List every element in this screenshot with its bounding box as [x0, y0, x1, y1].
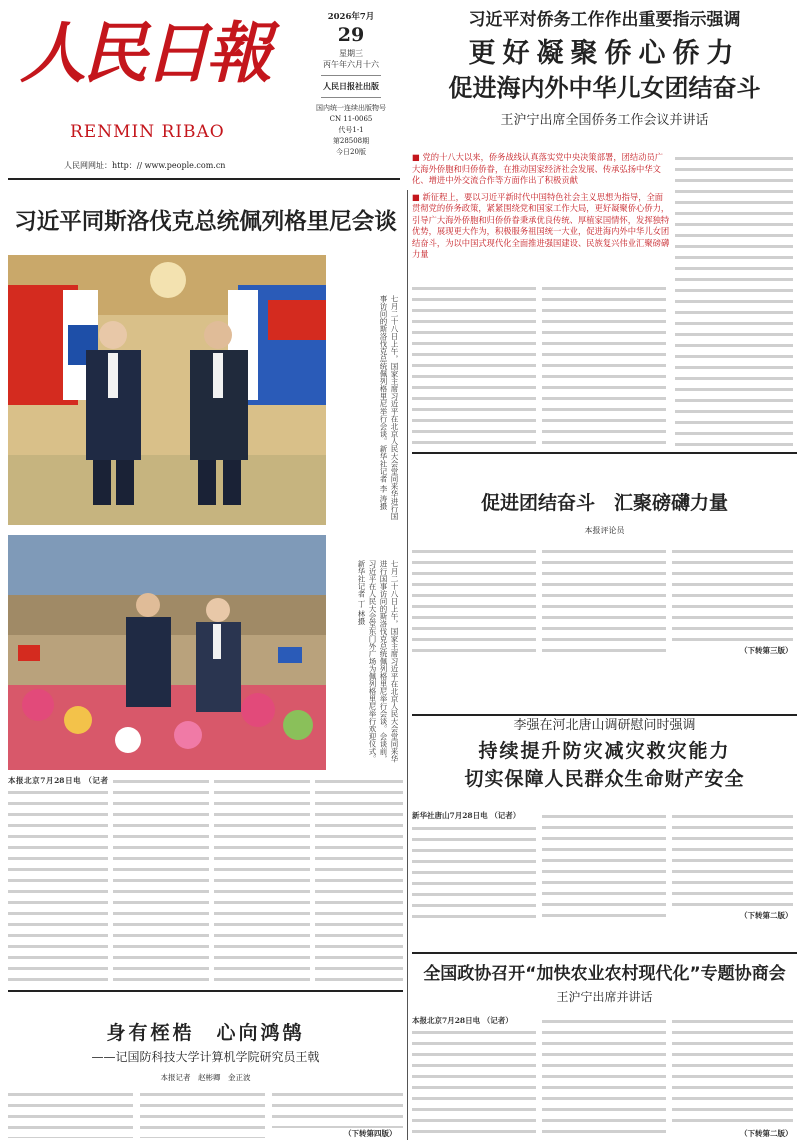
cppcc-continued[interactable]: （下转第二版） — [740, 1129, 793, 1138]
lead-subtitle: 王沪宁出席全国侨务工作会议并讲话 — [500, 113, 709, 128]
date-box — [313, 10, 389, 175]
li-qiang-col-3 — [672, 810, 793, 908]
li-qiang-title-1[interactable]: 持续提升防灾减灾救灾能力 — [478, 740, 731, 762]
issue-date: 2026年7月 — [327, 12, 375, 22]
masthead-logo: 人民日報 — [20, 14, 268, 92]
feature-body-col-1 — [8, 1088, 133, 1138]
cppcc-col-3 — [672, 1015, 793, 1127]
li-qiang-dateline: 新华社唐山7月28日电 （记者） — [412, 811, 521, 820]
issn-line1: 国内统一连续出版物号 — [316, 104, 386, 112]
commentary-col-2 — [542, 545, 666, 655]
li-qiang-col-1 — [412, 822, 536, 920]
page-count: 今日20版 — [336, 148, 366, 156]
commentary-title[interactable]: 促进团结奋斗 汇聚磅礴力量 — [480, 492, 728, 514]
meeting-photo-illustration — [8, 255, 326, 525]
lead-title-2[interactable]: 促进海内外中华儿女团结奋斗 — [448, 74, 761, 102]
li-qiang-title-2[interactable]: 切实保障人民群众生命财产安全 — [464, 768, 745, 790]
bullet-square-icon: ■ — [412, 191, 420, 202]
cppcc-col-1 — [412, 1026, 536, 1138]
commentary-col-1 — [412, 545, 536, 655]
feature-subtitle: ——记国防科技大学计算机学院研究员王戟 — [91, 1050, 320, 1064]
code: 代号1-1 — [338, 126, 364, 134]
masthead-website[interactable]: 人民网网址：http：// www.people.com.cn — [64, 161, 226, 170]
li-qiang-col-2 — [542, 810, 666, 920]
feature-byline: 本报记者 赵彬卿 金正波 — [160, 1073, 251, 1082]
issue-day: 29 — [337, 24, 365, 46]
feature-body-col-3 — [272, 1088, 403, 1128]
feature-title[interactable]: 身有桎梏 心向鸿鹄 — [106, 1022, 305, 1044]
ceremony-photo-caption: 七月二十八日上午，国家主席习近平在北京人民大会堂同来华进行国事访问的斯洛伐克总统佩列格里尼举行会谈。会谈前，习近平在人民大会堂东门外广场为佩列格里尼举行欢迎仪式。新华社记者 丁 林摄 — [357, 560, 399, 763]
feature-body-col-2 — [140, 1088, 265, 1138]
lead-body-right-col — [675, 152, 793, 448]
lead-body-col-1 — [412, 282, 536, 448]
commentary-continued[interactable]: （下转第三版） — [740, 646, 793, 655]
issue-number: 第28508期 — [332, 137, 370, 145]
cppcc-dateline: 本报北京7月28日电 （记者） — [412, 1016, 513, 1025]
xi-slovakia-body-col-3 — [214, 775, 310, 984]
meeting-photo — [8, 255, 326, 525]
issn-line2: CN 11-0065 — [329, 115, 373, 123]
xi-slovakia-dateline: 本报北京7月28日电 （记者 — [8, 776, 108, 785]
ceremony-photo-illustration — [8, 535, 326, 770]
commentary-byline: 本报评论员 — [584, 526, 625, 535]
li-qiang-continued[interactable]: （下转第二版） — [740, 911, 793, 920]
lead-body-col-2 — [542, 282, 666, 448]
lunar-date: 丙午年六月十六 — [323, 60, 379, 69]
cppcc-col-2 — [542, 1015, 666, 1138]
cppcc-subtitle: 王沪宁出席并讲话 — [556, 990, 653, 1004]
lead-title-1[interactable]: 更好凝聚侨心侨力 — [468, 38, 741, 69]
masthead-pinyin: RENMIN RIBAO — [70, 122, 225, 142]
lead-kicker[interactable]: 习近平对侨务工作作出重要指示强调 — [468, 10, 741, 30]
xi-slovakia-body-col-4 — [315, 775, 403, 984]
welcome-ceremony-photo — [8, 535, 326, 770]
weekday: 星期三 — [339, 49, 363, 58]
meeting-photo-caption: 七月二十八日上午，国家主席习近平在北京人民大会堂同来华进行国事访问的斯洛伐克总统佩列格里尼举行会谈。新华社记者 李 涛摄 — [379, 295, 399, 520]
lead-bullets — [412, 152, 670, 278]
publisher: 人民日报社出版 — [323, 81, 379, 91]
cppcc-title[interactable]: 全国政协召开“加快农业农村现代化”专题协商会 — [423, 964, 786, 984]
xi-slovakia-body-col-1 — [8, 786, 108, 984]
commentary-col-3 — [672, 545, 793, 645]
bullet-square-icon: ■ — [412, 152, 420, 162]
feature-continued[interactable]: （下转第四版） — [344, 1129, 397, 1138]
lead-bullet-2: ■ 新征程上，要以习近平新时代中国特色社会主义思想为指导，全面贯彻党的侨务政策，紧紧围绕党和国家工作大局，更好凝聚侨心侨力，引导广大海外侨胞和归侨侨眷秉承优良传统、厚植家国情怀，发挥独特优势，展现更大作为，积极服务祖国统一大业，促进海内外中华儿女团结奋斗，为以中国式现代化全面推进强国建设、民族复兴伟业汇聚磅礴力量 — [412, 191, 670, 259]
lead-bullet-1: ■ 党的十八大以来，侨务战线认真落实党中央决策部署，团结动员广大海外侨胞和归侨侨眷，在推动国家经济社会发展、传承弘扬中华文化、增进中外交流合作等方面作出了积极贡献 — [412, 152, 664, 185]
xi-slovakia-body-col-2 — [113, 775, 209, 984]
xi-slovakia-headline[interactable]: 习近平同斯洛伐克总统佩列格里尼会谈 — [14, 209, 397, 235]
li-qiang-kicker[interactable]: 李强在河北唐山调研慰问时强调 — [513, 718, 696, 733]
